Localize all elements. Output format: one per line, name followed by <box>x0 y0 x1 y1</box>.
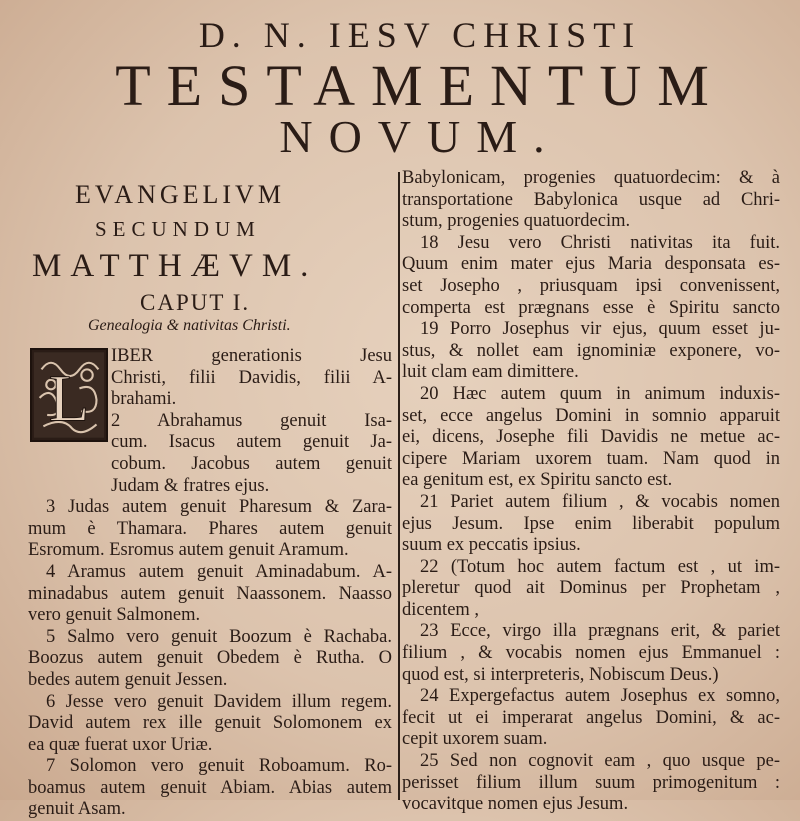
text-line: stum, progenies quatuordecim. <box>402 211 631 232</box>
text-line: 5 Salmo vero genuit Boozum è Rachaba. <box>46 626 392 647</box>
text-line: mum è Thamara. Phares autem genuit <box>28 518 392 539</box>
drop-cap-letter: L <box>48 362 90 436</box>
text-line: suum ex peccatis ipsius. <box>402 535 581 556</box>
title-line-2: TESTAMENTUM <box>115 53 725 118</box>
text-line: brahami. <box>111 389 177 410</box>
text-line: transportatione Babylonica usque ad Chri- <box>402 189 780 210</box>
text-line: 21 Pariet autem filium , & vocabis nomen <box>420 491 780 512</box>
text-line: stus, & nollet eam ignominiæ exponere, vo- <box>402 340 780 361</box>
text-line: Esromum. Esromus autem genuit Aramum. <box>28 540 349 561</box>
title-line-3: NOVUM. <box>279 111 561 162</box>
text-line: 20 Hæc autem quum in animum induxis- <box>420 383 780 404</box>
text-line: 25 Sed non cognovit eam , quo usque pe- <box>420 751 780 772</box>
text-line: David autem rex ille genuit Solomonem ex <box>28 713 392 734</box>
text-line: cum. Isacus autem genuit Ja- <box>111 432 392 453</box>
text-line: ea genitum est, ex Spiritu sancto est. <box>402 470 673 491</box>
text-line: bedes autem genuit Jessen. <box>28 669 228 690</box>
text-line: Christi, filii Davidis, filii A- <box>111 367 392 388</box>
text-line: Judam & fratres ejus. <box>111 475 270 496</box>
text-line: set Josepho , priusquam ipsi convenissent, <box>402 275 780 296</box>
left-column-text <box>28 346 392 821</box>
text-line: 3 Judas autem genuit Pharesum & Zara- <box>46 497 392 518</box>
text-line: dicentem , <box>402 599 480 620</box>
text-line: 18 Jesu vero Christi nativitas ita fuit. <box>420 232 780 253</box>
text-line: ei, dicens, Josephe fili Davidis ne metue ac- <box>402 427 780 448</box>
text-line: ea quæ fuerat uxor Uriæ. <box>28 734 213 755</box>
text-line: perisset filium illum suum primogenitum : <box>402 772 780 793</box>
chapter-heading: CAPUT I. <box>140 290 251 315</box>
text-line: fecit ut ei imperarat angelus Domini, & ac- <box>402 707 780 728</box>
chapter-summary: Genealogia & nativitas Christi. <box>88 317 291 334</box>
text-line: cobum. Jacobus autem genuit <box>111 453 392 474</box>
section-heading-1: EVANGELIVM <box>75 180 285 209</box>
text-line: comperta est prægnans esse è Spiritu sancto <box>402 297 780 318</box>
text-line: Babylonicam, progenies quatuordecim: & à <box>402 168 780 188</box>
text-line: Quum enim mater ejus Maria desponsata es- <box>402 254 780 275</box>
text-line: quod est, si interpreteris, Nobiscum Deus.) <box>402 664 719 685</box>
title-line-1: D. N. IESV CHRISTI <box>198 15 642 55</box>
text-line: 4 Aramus autem genuit Aminadabum. A- <box>46 561 392 582</box>
text-line: vocavitque nomen ejus Jesum. <box>402 794 629 815</box>
text-line: 24 Expergefactus autem Josephus ex somno, <box>420 686 780 707</box>
text-line: luit clam eam dimittere. <box>402 362 579 383</box>
text-line: Boozus autem genuit Obedem è Rutha. O <box>28 648 392 669</box>
text-line: 23 Ecce, virgo illa prægnans erit, & pariet <box>420 621 780 642</box>
text-line: set, ecce angelus Domini in somnio apparuit <box>402 405 780 426</box>
text-line: minadabus autem genuit Naassonem. Naasso <box>28 583 392 604</box>
text-line: 22 (Totum hoc autem factum est , ut im- <box>420 556 780 577</box>
text-line: 7 Solomon vero genuit Roboamum. Ro- <box>46 756 392 777</box>
text-line: boamus autem genuit Abiam. Abias autem <box>28 777 392 798</box>
section-heading-3: MATTHÆVM. <box>32 248 318 284</box>
text-line: 19 Porro Josephus vir ejus, quum esset ju- <box>420 319 780 340</box>
text-line: IBER generationis Jesu <box>111 346 392 366</box>
text-line: 6 Jesse vero genuit Davidem illum regem. <box>46 691 392 712</box>
text-line: filium , & vocabis nomen ejus Emmanuel : <box>402 643 780 664</box>
text-line: cipere Mariam uxorem tuam. Nam quod in <box>402 448 780 469</box>
text-line: genuit Asam. <box>28 799 126 820</box>
text-line: vero genuit Salmonem. <box>28 605 201 626</box>
text-line: 2 Abrahamus genuit Isa- <box>111 410 392 431</box>
right-column-text <box>402 168 780 816</box>
text-line: pleretur quod ait Dominus per Prophetam , <box>402 578 780 599</box>
text-line: ejus Jesum. Ipse enim liberabit populum <box>402 513 780 534</box>
text-line: cepit uxorem suam. <box>402 729 548 750</box>
section-heading-2: SECUNDUM <box>95 217 261 241</box>
column-divider <box>398 172 400 800</box>
